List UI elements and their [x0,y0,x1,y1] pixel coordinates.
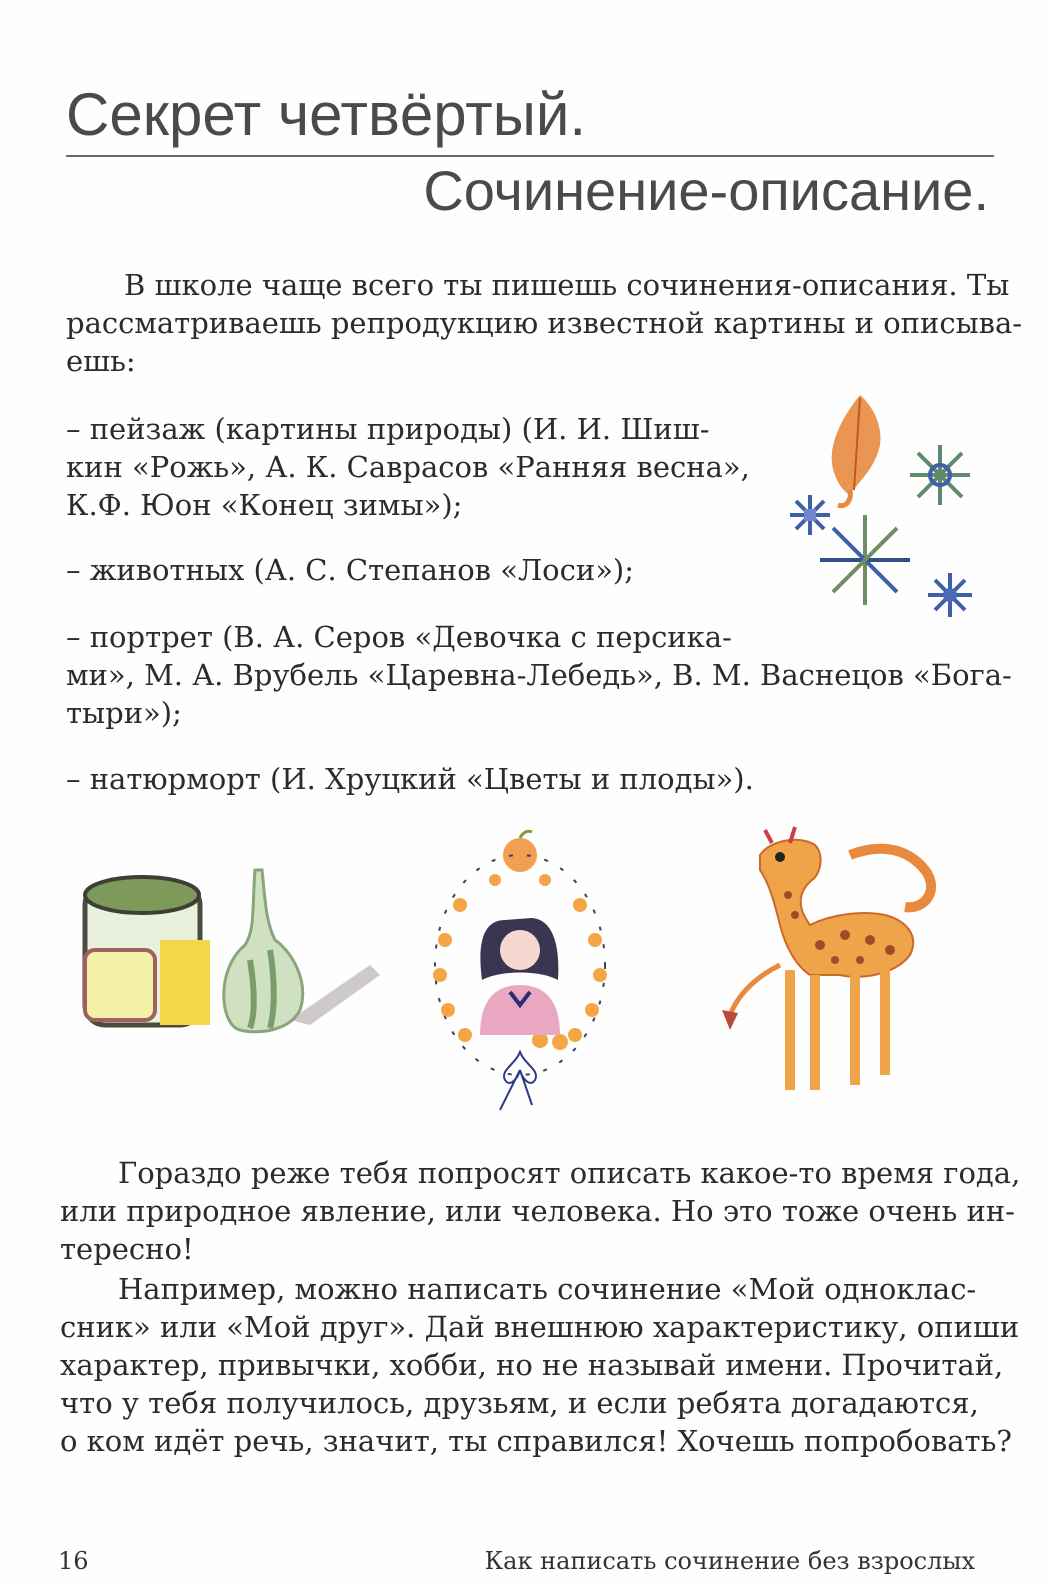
list-item-stilllife [66,760,992,798]
list-item-animals [66,551,746,589]
still-life-illustration [80,850,380,1050]
body-paragraph-2 [60,1270,1020,1460]
body-line: характер, привычки, хобби, но не называй имени. Прочитай, [60,1348,1004,1382]
list-line: – животных (А. С. Степанов «Лоси»); [66,553,635,587]
snowflake-icon [910,445,970,505]
running-footer-title: Как написать сочинение без взрослых [484,1547,975,1575]
portrait-wreath-illustration [420,820,620,1120]
list-line: кин «Рожь», А. К. Саврасов «Ранняя весна», [66,450,750,484]
list-line: тыри»); [66,696,182,730]
body-line: что у тебя получилось, друзьям, и если ребята догадаются, [60,1386,979,1420]
leaf-icon [832,395,881,506]
list-line: К.Ф. Юон «Конец зимы»); [66,488,463,522]
chapter-title-line2: Сочинение-описание. [423,159,989,222]
title-divider [66,155,994,157]
intro-line: ешь: [66,344,136,378]
body-line: Гораздо реже тебя попросят описать какое-то время года, [118,1156,1021,1190]
snowflake-icon [820,515,910,605]
list-line: – пейзаж (картины природы) (И. И. Шиш- [66,412,710,446]
body-line: сник» или «Мой друг». Дай внешнюю характеристику, опиши [60,1310,1020,1344]
list-item-landscape [66,410,750,524]
body-paragraph-1 [60,1154,1021,1268]
body-line: тересно! [60,1232,194,1266]
snowflake-icon [790,495,830,535]
list-line: – натюрморт (И. Хруцкий «Цветы и плоды»). [66,762,754,796]
leaf-and-snowflakes-illustration [780,390,995,640]
intro-paragraph [66,266,1023,380]
giraffe-illustration [700,815,960,1105]
body-line: Например, можно написать сочинение «Мой одноклас- [118,1272,977,1306]
list-line: ми», М. А. Врубель «Царевна-Лебедь», В. М. Васнецов «Бога- [66,658,1012,692]
intro-line: рассматриваешь репродукцию известной картины и описыва- [66,306,1023,340]
intro-line: В школе чаще всего ты пишешь сочинения-описания. Ты [124,268,1010,302]
body-line: о ком идёт речь, значит, ты справился! Хочешь попробовать? [60,1424,1012,1458]
list-line: – портрет (В. А. Серов «Девочка с персика- [66,620,732,654]
chapter-title-line1: Секрет четвёртый. [66,81,587,148]
body-line: или природное явление, или человека. Но это тоже очень ин- [60,1194,1015,1228]
snowflake-icon [928,573,972,617]
page-number: 16 [58,1547,89,1575]
